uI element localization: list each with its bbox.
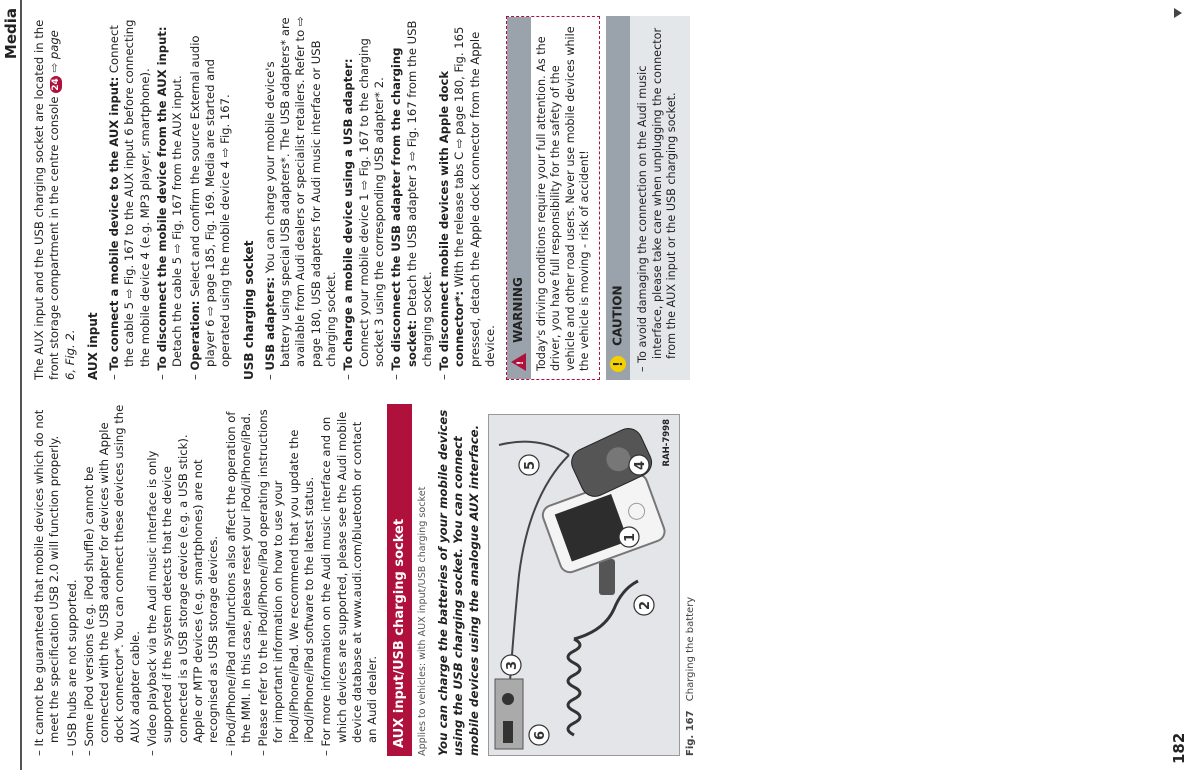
aux-item-text: Detach the cable 5 ⇨ Fig. 167 from the AUX input. — [170, 75, 185, 367]
svg-text:1: 1 — [622, 532, 638, 542]
applies-to: Applies to vehicles: with AUX input/USB charging socket — [416, 486, 428, 756]
left-bullet-item: – Some iPod versions (e.g. iPod shuffle) cannot be connected with the USB adapter for devices with Apple dock connector*. You can connect these devices using the AUX adapter cable. — [82, 404, 143, 756]
figure-caption-label: Fig. 167 — [684, 710, 696, 756]
warning-text: Today's driving conditions require your full attention. As the driver, you have full responsibility for the safety of the vehicle and other road users. Never use mobile devices while the vehicle is moving - risk of accident! — [534, 26, 592, 371]
usb-item — [341, 16, 387, 380]
figure-167 — [488, 414, 680, 756]
intro-paragraph: The AUX input and the USB charging socket are located in the front storage compartment in the centre console 24 ⇨ page 6, Fig. 2. — [32, 19, 77, 380]
left-bullet-item: – Please refer to the iPod/iPhone/iPad operating instructions for important information on how to use your iPod/iPhone/iPad. We recommend that you update the iPod/iPhone/iPad software to the latest status. — [256, 404, 317, 756]
usb-item-text: Connect your mobile device 1 ⇨ Fig. 167 to the charging socket 3 using the corresponding USB adapter* 2. — [356, 38, 386, 367]
usb-item-list — [263, 16, 498, 380]
warning-title: WARNING — [511, 277, 526, 343]
right-column — [32, 16, 690, 380]
usb-item-label: To charge a mobile device using a USB adapter: — [341, 58, 356, 371]
usb-item-label: To disconnect mobile devices with Apple dock connector*: — [437, 70, 467, 371]
left-bullet-item: – For more information on the Audi music interface and on which devices are supported, please see the Audi mobile device database at www.audi.com/bluetooth or contact an Audi dealer. — [319, 404, 380, 756]
svg-text:5: 5 — [522, 460, 538, 470]
page-number: 182 — [1170, 732, 1188, 764]
section-title: AUX input/USB charging socket — [387, 404, 412, 756]
usb-item-text: Detach the USB adapter 3 ⇨ Fig. 167 from the USB charging socket. — [404, 20, 434, 367]
caution-text-wrap — [630, 16, 690, 380]
figure-caption — [683, 404, 698, 756]
aux-item — [107, 16, 153, 380]
figure-caption-text: Charging the battery — [684, 596, 696, 702]
caution-box — [606, 16, 690, 380]
warning-box — [506, 16, 600, 380]
usb-adapter — [599, 559, 615, 595]
aux-heading: AUX input — [85, 312, 100, 380]
aux-item-list — [107, 16, 233, 380]
aux-item-text: Select and confirm the source External audio player 6 ⇨ page 185, Fig. 169. Media are started and operated using the mobile device 4 ⇨ Fig. 167. — [187, 35, 233, 367]
svg-text:2: 2 — [637, 600, 653, 610]
svg-text:3: 3 — [504, 660, 520, 670]
intro-ref: page 6, Fig. 2. — [47, 30, 77, 380]
left-bullet-item: – USB hubs are not supported. — [65, 404, 80, 756]
aux-item-label: To connect a mobile device to the AUX input: — [107, 76, 122, 371]
usb-item-label: USB adapters: — [262, 276, 277, 371]
warning-icon: ! — [511, 353, 526, 371]
usb-item — [263, 16, 339, 380]
usb-item-text: With the release tabs C ⇨ page 180, Fig. 165 pressed, detach the Apple dock connector from the Apple device. — [452, 26, 498, 367]
svg-text:6: 6 — [532, 730, 548, 740]
figure-reference: RAH-7998 — [662, 419, 673, 467]
lead-text: You can charge the batteries of your mobile devices using the USB charging socket. You can connect mobile devices using the analogue AUX interface. — [436, 409, 481, 756]
usb-heading: USB charging socket — [241, 240, 256, 380]
usb-item — [437, 16, 498, 380]
intro-text: The AUX input and the USB charging socket are located in the front storage compartment in the centre console — [32, 19, 62, 380]
page-header-title: Media — [2, 8, 20, 60]
usb-item-text: You can charge your mobile device's battery using special USB adapters*. The USB adapters* are available from Audi dealers or specialist retailers. Refer to ⇨ page 180, USB adapters for Audi music interface or USB charging socket. — [262, 16, 339, 367]
left-bullet-item: – iPod/iPhone/iPad malfunctions also affect the operation of the MMI. In this case, please reset your iPod/iPhone/iPad. — [224, 404, 255, 756]
charging-illustration — [489, 415, 679, 755]
warning-header — [507, 17, 530, 379]
caution-title: CAUTION — [610, 285, 625, 346]
usb-item — [389, 16, 435, 380]
aux-item-text: Connect the cable 5 ⇨ Fig. 167 to the AUX input 6 before connecting the mobile device 4 (e.g. MP3 player, smartphone). — [107, 19, 152, 367]
left-bullet-item: – Video playback via the Audi music interface is only supported if the system detects that the device connected is a USB storage device (e.g. a USB stick). Apple or MTP devices (e.g. smartphones) are not recognised as USB storage devices. — [145, 404, 221, 756]
header-rule — [20, 0, 22, 770]
intro-badge: 24 — [51, 78, 62, 91]
aux-item — [155, 16, 186, 380]
left-bullet-item: – It cannot be guaranteed that mobile devices which do not meet the specification USB 2.0 will function properly. — [32, 404, 63, 756]
aux-item-label: To disconnect the mobile device from the AUX input: — [155, 26, 170, 371]
left-bullet-list — [32, 404, 381, 756]
continue-arrow-icon — [1174, 8, 1182, 18]
caution-header — [606, 16, 630, 380]
aux-item — [188, 16, 234, 380]
caution-icon: ! — [610, 356, 626, 372]
caution-text: – To avoid damaging the connection on the Audi music interface, please take care when unplugging the connector from the AUX input or the USB charging socket. — [636, 24, 680, 372]
svg-text:4: 4 — [632, 460, 648, 470]
left-column — [32, 404, 698, 756]
usb-item-label: To disconnect the USB adapter from the charging socket: — [389, 47, 419, 371]
aux-item-label: Operation: — [187, 300, 202, 371]
